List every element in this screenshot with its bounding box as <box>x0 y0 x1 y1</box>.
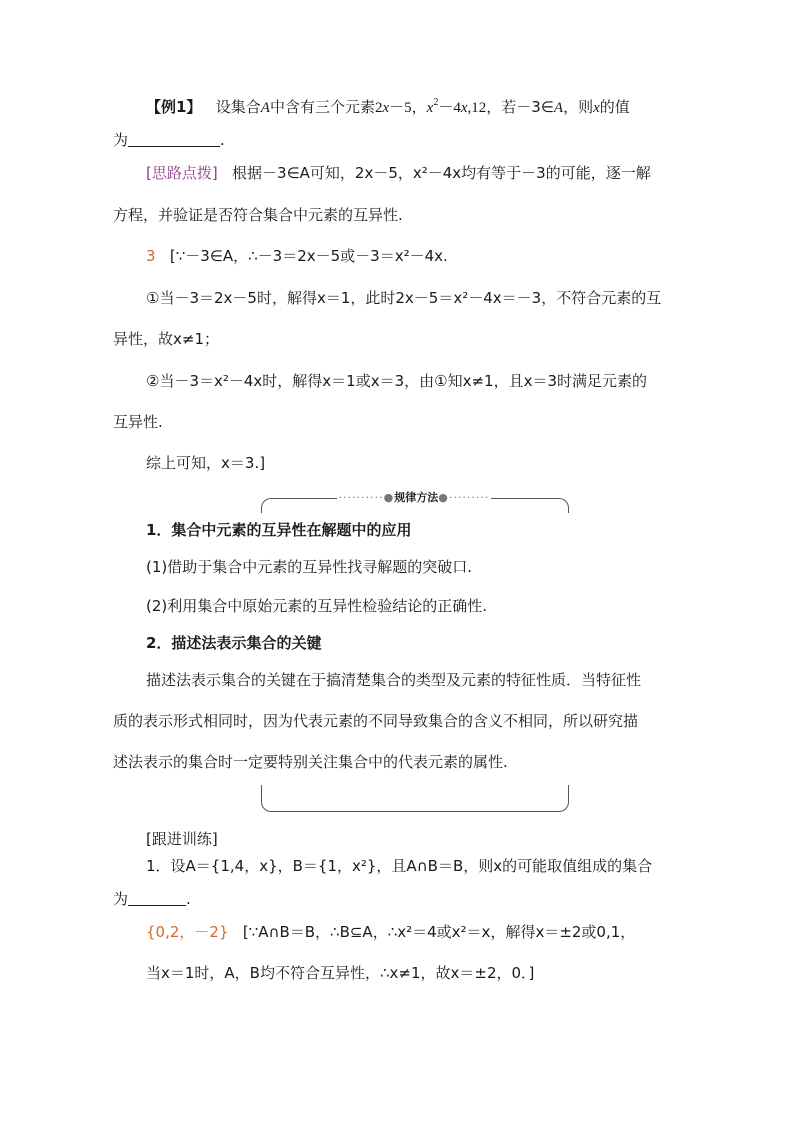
method-point-2: (2)利用集合中原始元素的互异性检验结论的正确性. <box>146 597 488 615</box>
method-text-3: 述法表示的集合时一定要特别关注集合中的代表元素的属性. <box>113 753 508 771</box>
training-answer: {0,2，－2} <box>146 923 229 941</box>
answer-blank <box>128 131 220 147</box>
method-banner-text: 规律方法 <box>394 491 439 504</box>
example-question-line1: 【例1】 设集合A中含有三个元素2x－5，$x^2-4x,12$，若－3∈A，则x的值 <box>146 97 630 116</box>
method-banner: ··········●规律方法●········· <box>338 491 490 504</box>
hint-line1: [思路点拨] 根据－3∈A可知，2x－5，x²－4x均有等于－3的可能，逐一解 <box>146 164 651 182</box>
method-text-1: 描述法表示集合的关键在于搞清楚集合的类型及元素的特征性质．当特征性 <box>146 671 642 689</box>
example-question-line2: 为 . <box>113 131 225 149</box>
hint-line2: 方程，并验证是否符合集合中元素的互异性. <box>113 206 403 224</box>
solution-line1: 3 [∵－3∈A，∴－3＝2x－5或－3＝x²－4x. <box>146 247 448 265</box>
method-heading-2: 2．描述法表示集合的关键 <box>146 634 322 652</box>
training-question-line1: 1．设A＝{1,4，x}，B＝{1，x²}，且A∩B＝B，则x的可能取值组成的集合 <box>146 857 653 875</box>
solution-line6: 综上可知，x＝3.] <box>146 454 266 472</box>
training-tag: [跟进训练] <box>146 830 218 848</box>
method-frame-bottom <box>261 785 569 812</box>
training-question-line2: 为 . <box>113 890 191 908</box>
method-heading-1: 1．集合中元素的互异性在解题中的应用 <box>146 521 412 539</box>
solution-answer: 3 <box>146 247 156 265</box>
method-text-2: 质的表示形式相同时，因为代表元素的不同导致集合的含义不相同，所以研究描 <box>113 712 639 730</box>
training-answer-blank <box>128 890 186 906</box>
solution-line5: 互异性. <box>113 413 163 431</box>
solution-line3: 异性，故x≠1； <box>113 330 219 348</box>
solution-line2: ①当－3＝2x－5时，解得x＝1，此时2x－5＝x²－4x＝－3，不符合元素的互 <box>146 289 662 307</box>
hint-tag: [思路点拨] <box>146 164 218 182</box>
training-solution-line2: 当x＝1时，A，B均不符合互异性，∴x≠1，故x＝±2，0．] <box>146 964 535 982</box>
solution-line4: ②当－3＝x²－4x时，解得x＝1或x＝3，由①知x≠1，且x＝3时满足元素的 <box>146 372 648 390</box>
example-tag: 【例1】 <box>146 98 202 116</box>
method-point-1: (1)借助于集合中元素的互异性找寻解题的突破口. <box>146 558 473 576</box>
training-solution-line1: {0,2，－2} [∵A∩B＝B，∴B⊆A，∴x²＝4或x²＝x，解得x＝±2或0,1， <box>146 923 636 941</box>
